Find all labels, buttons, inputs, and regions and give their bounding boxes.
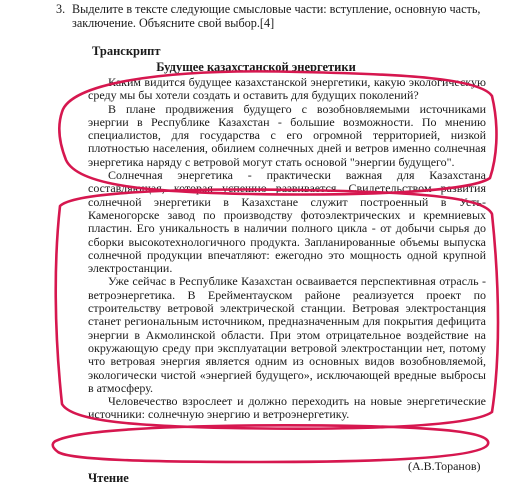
task-text: Выделите в тексте следующие смысловые части: вступление, основную часть, заключение. Объясните свой выбор.[4] [72, 2, 481, 30]
paragraph-intro-question: Каким видится будущее казахстанской энергетики, какую экологическую среду мы бы хотели создать и оставить для будущих поколений? [88, 75, 486, 103]
article-title: Будущее казахстанской энергетики [156, 60, 356, 74]
paragraph-wind-energy: Уже сейчас в Республике Казахстан осваивается перспективная отрасль - ветроэнергетика. В Ерейментауском районе реализуется проект по строительству ветровой электрической станции. Ветровая электростанция станет региональным источником, предназначенным для покрытия дефицита энергии в Акмолинской области. При этом отрицательное воздействие на окружающую среду при эксплуатации ветровой электростанции нет, потому что ветровая энергия является одним из основных видов возобновляемой, экологически чистой «энергией будущего», исключающей вредные выбросы в атмосферу. [88, 274, 486, 395]
task-3 [56, 2, 502, 30]
paragraph-solar-energy: Солнечная энергетика - практически важная для Казахстана составляющая, которая успешно развивается. Свидетельством развития солнечной энергетики в Казахстане служит построенный в Усть-Каменогорске завод по производству фотоэлектрических и кремниевых пластин. Его уникальность в наличии полного цикла - от добычи сырья до сборки высокотехнологичного продукта. Запланированные объемы выпуска солнечной продукции впечатляют: ежегодно это мощность одной крупной электростанции. [88, 168, 486, 276]
task-number: 3. [56, 2, 66, 16]
section-heading: Транскрипт [92, 44, 161, 58]
next-section-heading: Чтение [88, 471, 129, 485]
article-body [88, 76, 486, 422]
paragraph-conclusion: Человечество взрослеет и должно переходить на новые энергетические источники: солнечную энергию и ветроэнергетику. [88, 394, 486, 422]
article-author: (А.В.Торанов) [408, 459, 481, 473]
paragraph-intro-opportunities: В плане продвижения будущего с возобновляемыми источниками энергии в Республике Казахстан - большие возможности. По мнению специалистов, для государства с его огромной территорией, низкой плотностью населения, обилием солнечных дней и ветров именно солнечная энергетика наряду с ветровой могут стать основой "энергии будущего". [88, 101, 486, 169]
conclusion-loop-mark [53, 425, 488, 462]
